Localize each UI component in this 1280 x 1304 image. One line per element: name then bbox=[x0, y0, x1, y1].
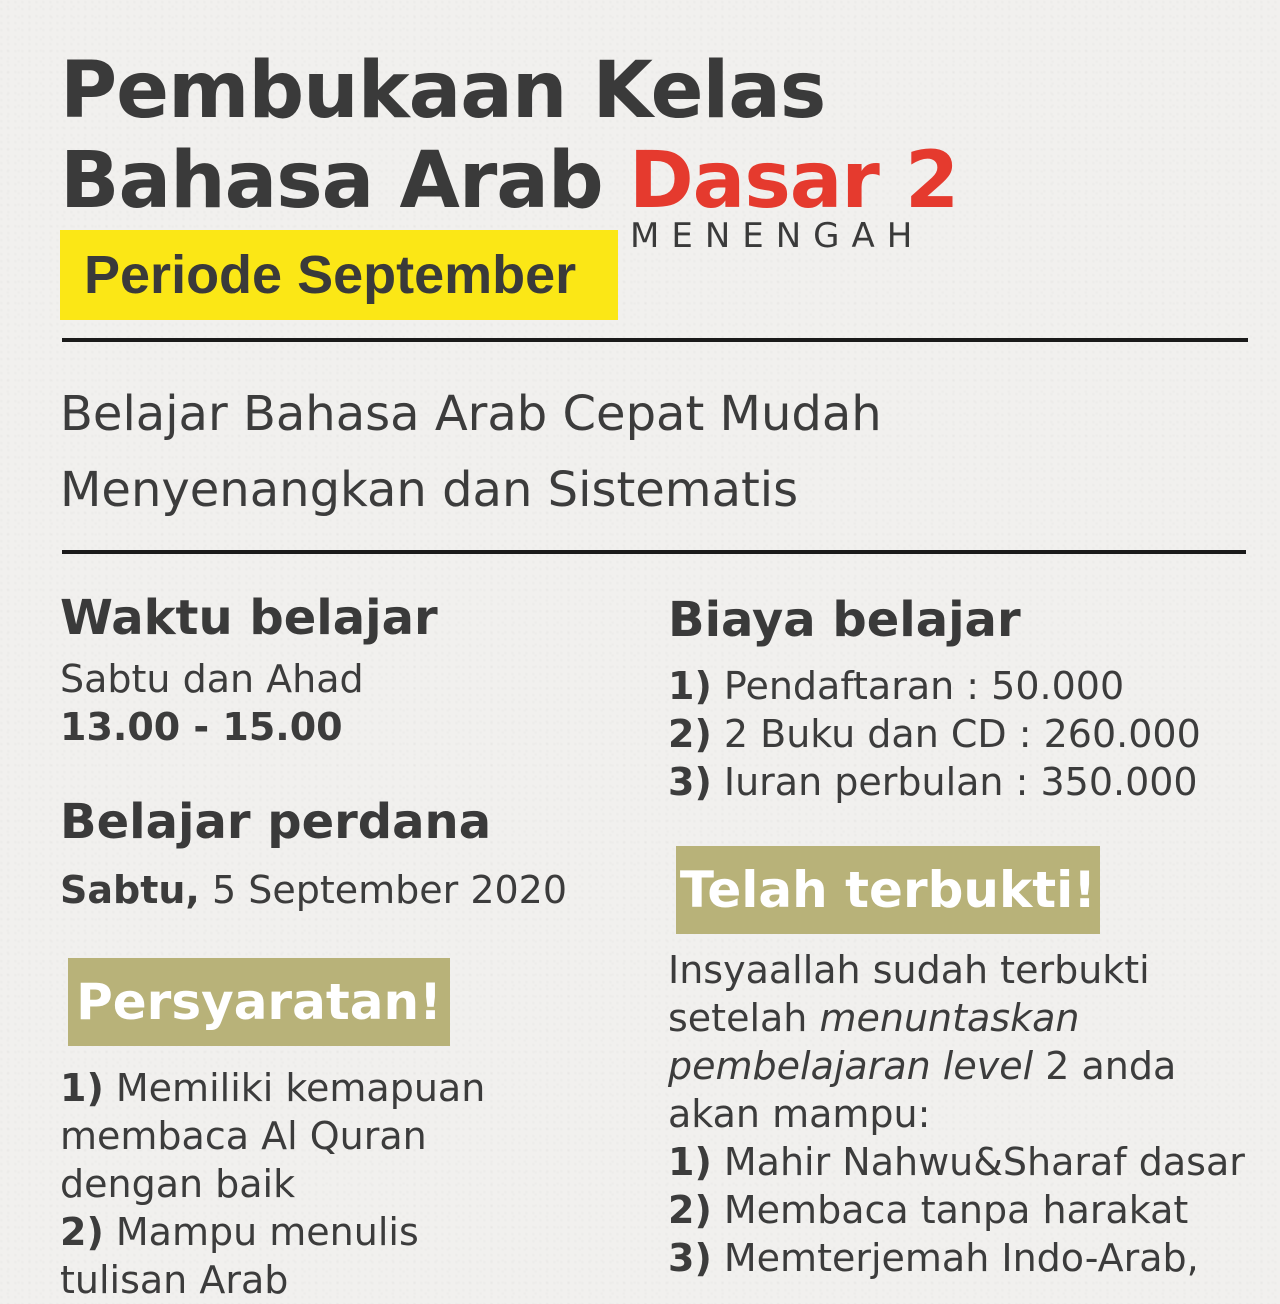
proven-intro-a: Insyaallah sudah terbukti setelah bbox=[668, 948, 1150, 1040]
title-main: Bahasa Arab bbox=[60, 136, 603, 226]
title-line-2 bbox=[60, 136, 958, 226]
list-number: 2) bbox=[668, 712, 712, 756]
list-item bbox=[60, 1208, 520, 1304]
list-item bbox=[668, 1138, 1268, 1186]
proven-intro-b: 2 anda akan mampu: bbox=[668, 1044, 1177, 1136]
list-number: 2) bbox=[668, 1188, 712, 1232]
schedule-days: Sabtu dan Ahad bbox=[60, 657, 364, 701]
title-accent: Dasar 2 bbox=[628, 136, 959, 226]
first-class-date bbox=[60, 866, 567, 914]
list-text: Mahir Nahwu&Sharaf dasar bbox=[711, 1140, 1245, 1184]
first-class-day: Sabtu, bbox=[60, 868, 200, 912]
list-number: 1) bbox=[668, 664, 712, 708]
list-number: 2) bbox=[60, 1210, 104, 1254]
list-text: Membaca tanpa harakat bbox=[711, 1188, 1189, 1232]
period-banner: Periode September bbox=[60, 230, 618, 320]
list-text: Mampu menulis tulisan Arab bbox=[60, 1210, 419, 1302]
proven-intro bbox=[668, 946, 1268, 1138]
tagline-line-1: Belajar Bahasa Arab Cepat Mudah bbox=[60, 386, 882, 442]
list-number: 1) bbox=[60, 1066, 104, 1110]
level-label: MENENGAH bbox=[630, 216, 925, 256]
list-number: 1) bbox=[668, 1140, 712, 1184]
proven-badge: Telah terbukti! bbox=[676, 846, 1100, 934]
list-item bbox=[668, 1186, 1268, 1234]
fee-item bbox=[668, 710, 1201, 758]
requirements-badge: Persyaratan! bbox=[68, 958, 450, 1046]
fee-item bbox=[668, 662, 1201, 710]
fee-text: 2 Buku dan CD : 260.000 bbox=[711, 712, 1201, 756]
tagline-line-2: Menyenangkan dan Sistematis bbox=[60, 462, 799, 518]
divider-middle bbox=[62, 550, 1246, 554]
fees-list bbox=[668, 662, 1201, 806]
fee-text: Iuran perbulan : 350.000 bbox=[711, 760, 1198, 804]
schedule-heading: Waktu belajar bbox=[60, 590, 438, 646]
list-text: Memiliki kemapuan membaca Al Quran dengan baik bbox=[60, 1066, 486, 1206]
proven-text bbox=[668, 946, 1268, 1282]
fees-heading: Biaya belajar bbox=[668, 592, 1021, 648]
list-number: 3) bbox=[668, 760, 712, 804]
fee-item bbox=[668, 758, 1201, 806]
title-line-1: Pembukaan Kelas bbox=[60, 46, 826, 136]
list-item bbox=[60, 1064, 520, 1208]
list-number: 3) bbox=[668, 1236, 712, 1280]
requirements-list bbox=[60, 1064, 520, 1304]
list-item bbox=[668, 1234, 1268, 1282]
list-text: Memterjemah Indo-Arab, bbox=[711, 1236, 1199, 1280]
divider-top bbox=[62, 338, 1248, 342]
first-class-date-value: 5 September 2020 bbox=[199, 868, 568, 912]
schedule-time: 13.00 - 15.00 bbox=[60, 705, 343, 749]
fee-text: Pendaftaran : 50.000 bbox=[711, 664, 1125, 708]
first-class-heading: Belajar perdana bbox=[60, 794, 492, 850]
proven-intro-italic: menuntaskan pembelajaran level bbox=[668, 996, 1080, 1088]
